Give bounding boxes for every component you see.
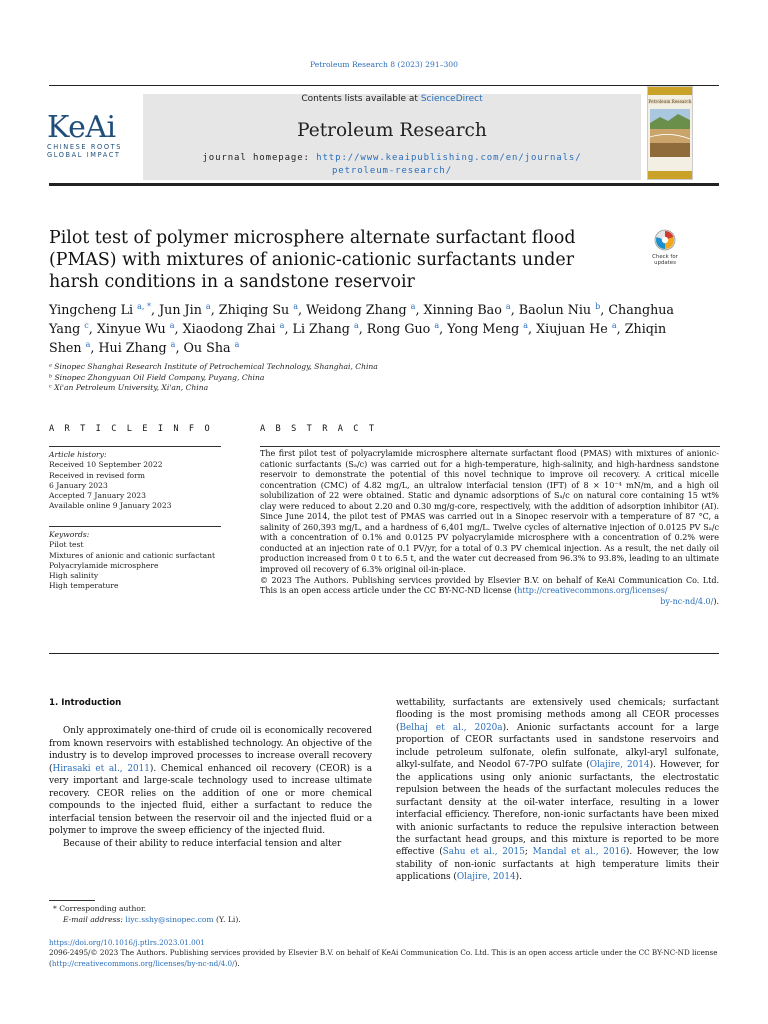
author[interactable] — [293, 321, 359, 336]
history-item: Received in revised form — [49, 470, 145, 480]
author[interactable] — [536, 321, 617, 336]
article-history — [49, 450, 171, 512]
intro-paragraph-1 — [49, 725, 372, 837]
intro-text: ). Chemical enhanced oil recovery (CEOR) is a very important and large-scale technology used to increase ultimate recovery. CEOR relies on the addition of one or more chemical compounds to the injected fluid, either a surfactant to reduce the interfacial tension between the reservoir oil and the injected fluid or a polymer to improve the sweep efficiency of the injected fluid. — [49, 763, 372, 837]
email-label: E-mail address: — [63, 914, 126, 924]
author[interactable] — [519, 302, 600, 317]
logo-tagline-1: CHINESE ROOTS — [47, 143, 123, 151]
contents-prefix: Contents lists available at — [301, 94, 421, 104]
author[interactable] — [367, 321, 439, 336]
article-info-heading: A R T I C L E I N F O — [49, 424, 213, 434]
intro-text: ). — [515, 872, 522, 883]
keywords-label: Keywords: — [49, 530, 90, 539]
author-name: Zhiqing Su — [218, 302, 290, 317]
journal-homepage — [143, 152, 641, 178]
intro-heading: 1. Introduction — [49, 698, 122, 708]
header-bottom-rule — [49, 183, 719, 186]
doi-link[interactable]: https://doi.org/10.1016/j.ptlrs.2023.01.001 — [49, 938, 205, 947]
footer-license-link[interactable]: http://creativecommons.org/licenses/by-nc-nd/4.0/ — [51, 958, 235, 968]
author-name: Li Zhang — [292, 321, 350, 336]
license-close: ). — [713, 596, 719, 606]
keyword-item: Pilot test — [49, 540, 84, 550]
page-footer — [49, 938, 729, 969]
author[interactable] — [49, 302, 151, 317]
abstract-body: The first pilot test of polyacrylamide microsphere alternate surfactant flood (PMAS) with mixtures of anionic-cationic surfactants (Sₐ/c) was carried out for a high-temperature, high-salinity, and high-hardness sandstone reservoir to demonstrate the potential of this novel technique to improve oil recovery. A critical micelle concentration (CMC) of 4.82 mg/L, an ultralow interfacial tension (IFT) of 8 × 10⁻⁴ mN/m, and a high oil solubilization of 22 were obtained. Static and dynamic adsorptions of Sₐ/c on natural core containing 15 wt% clay were reduced to about 2.20 and 0.30 mg/g-core, respectively, with the addition of adsorption inhibitor (AI). Since June 2014, the pilot test of PMAS was carried out in a Sinopec reservoir with a temperature of 87 °C, a salinity of 260,393 mg/L, and a hardness of 6,401 mg/L. Twelve cycles of alternative injection of 0.0125 PV Sₐ/c with a concentration of 0.1% and 0.0125 PV polyacrylamide microsphere with a concentration of 0.2% were conducted at an injection rate of 0.1 PV/yr, for a total of 0.3 PV chemical injection. As a result, the net daily oil production increased from 0 t to 6.5 t, and the water cut decreased from 96.3% to 93.8%, leading to an ultimate improved oil recovery of 6.3% original oil-in-place. — [260, 449, 719, 575]
journal-header-box — [143, 94, 641, 180]
cover-title: Petroleum Research — [648, 99, 692, 104]
author-affiliation-mark[interactable]: a — [505, 301, 511, 311]
footnote-rule — [49, 900, 95, 901]
author-name: Yingcheng Li — [49, 302, 134, 317]
author-affiliation-mark[interactable]: c — [84, 320, 89, 330]
logo-wordmark: KeAi — [47, 110, 116, 145]
abstract-rule — [260, 446, 720, 447]
crossmark-badge[interactable] — [645, 228, 685, 270]
sciencedirect-link[interactable]: ScienceDirect — [420, 94, 483, 104]
journal-name: Petroleum Research — [297, 120, 487, 141]
history-item: Accepted 7 January 2023 — [49, 491, 146, 501]
article-info-rule — [49, 446, 221, 447]
author[interactable] — [306, 302, 415, 317]
author[interactable] — [98, 340, 175, 355]
abstract-copyright — [260, 576, 719, 597]
corresponding-label: * Corresponding author. — [53, 904, 147, 913]
crossmark-icon — [645, 228, 685, 270]
ref-separator: ; — [524, 847, 533, 858]
email-link[interactable]: liyc.sshy@sinopec.com — [125, 914, 214, 924]
ref-mandal[interactable]: Mandal et al., 2016 — [532, 847, 626, 858]
keyword-item: High salinity — [49, 571, 99, 581]
intro-text: ). However, for the applications using only anionic surfactants, the electrostatic repulsion between the heads of the surfactant molecules reduces the surfactant density at the oil-water interface, resulting in a lower interfacial efficiency. Therefore, non-ionic surfactants have been mixed with anionic surfactants to reduce the repulsive interaction between the surfactant head groups, and this mixture is reported to be more effective ( — [396, 760, 719, 858]
homepage-prefix: journal homepage: — [202, 153, 317, 163]
history-item: Available online 9 January 2023 — [49, 501, 172, 511]
author-name: Xinning Bao — [423, 302, 502, 317]
author-name: Zhiqin Shen — [49, 321, 667, 355]
author-name: Rong Guo — [366, 321, 431, 336]
author[interactable] — [219, 302, 298, 317]
author-affiliation-mark[interactable]: a — [611, 320, 617, 330]
history-item: 6 January 2023 — [49, 480, 108, 490]
front-matter-rule — [49, 653, 719, 654]
author-affiliation-mark[interactable]: a — [293, 301, 299, 311]
history-label: Article history: — [49, 450, 107, 459]
author-affiliation-mark[interactable]: a, * — [137, 301, 152, 311]
footer-license-close: ). — [234, 958, 240, 968]
affiliation-a: ᵃ Sinopec Shanghai Research Institute of Petrochemical Technology, Shanghai, China — [49, 362, 378, 371]
license-link-2[interactable]: by-nc-nd/4.0/ — [660, 596, 714, 606]
ref-olajire-2[interactable]: Olajire, 2014 — [456, 872, 516, 883]
intro-paragraph-2: Because of their ability to reduce interfacial tension and alter — [63, 838, 342, 849]
crossmark-label-1: Check for — [652, 254, 678, 260]
keywords-rule — [49, 526, 221, 527]
intro-text: ). Anionic surfactants account for a large proportion of CEOR surfactants used in sandstone reservoirs and include petroleum sulfonate, olefin sulfonate, alkyl-aryl sulfonate, alkyl-sulfate, and Neodol 67-7PO sulfate ( — [396, 722, 719, 771]
author-name: Hui Zhang — [98, 340, 167, 355]
header-top-rule — [49, 85, 719, 86]
author-name: Ou Sha — [183, 340, 231, 355]
article-title: Pilot test of polymer microsphere alternate surfactant flood (PMAS) with mixtures of anionic-cationic surfactants under harsh conditions in a sandstone reservoir — [49, 228, 576, 292]
author-name: Baolun Niu — [518, 302, 592, 317]
author-affiliation-mark[interactable]: b — [595, 301, 601, 311]
author[interactable] — [184, 340, 240, 355]
author[interactable] — [97, 321, 175, 336]
intro-text: ). However, the low stability of non-ionic surfactants at high temperature limits their applications ( — [396, 847, 719, 883]
author[interactable] — [183, 321, 285, 336]
footer-license-text: 2096-2495/© 2023 The Authors. Publishing services provided by Elsevier B.V. on behalf of KeAi Communication Co. Ltd. This is an open access article under the CC BY-NC-ND license ( — [49, 948, 718, 968]
author-affiliation-mark[interactable]: a — [234, 339, 240, 349]
author-affiliation-mark[interactable]: a — [169, 320, 175, 330]
affiliation-c: ᶜ Xi'an Petroleum University, Xi'an, China — [49, 383, 209, 393]
author-affiliation-mark[interactable]: a — [205, 301, 211, 311]
abstract-text — [260, 449, 719, 607]
author-affiliation-mark[interactable]: a — [353, 320, 359, 330]
intro-column-right — [396, 697, 719, 884]
journal-cover-image[interactable] — [647, 86, 693, 180]
ref-olajire[interactable]: Olajire, 2014 — [589, 760, 650, 771]
ref-hirasaki[interactable]: Hirasaki et al., 2011 — [52, 763, 150, 774]
author-name: Yong Meng — [447, 321, 520, 336]
keyword-item: Mixtures of anionic and cationic surfactant — [49, 550, 216, 560]
author-affiliation-mark[interactable]: a — [170, 339, 176, 349]
keai-logo — [47, 110, 137, 159]
author-name: Xiaodong Zhai — [182, 321, 276, 336]
author-name: Weidong Zhang — [306, 302, 407, 317]
ref-belhaj[interactable]: Belhaj et al., 2020a — [399, 722, 503, 733]
author[interactable] — [159, 302, 211, 317]
author-affiliation-mark[interactable]: a — [434, 320, 440, 330]
cover-art — [648, 87, 692, 179]
email-line — [53, 915, 241, 926]
author-affiliation-mark[interactable]: a — [523, 320, 529, 330]
homepage-link-line1[interactable]: http://www.keaipublishing.com/en/journals/ — [316, 153, 582, 163]
copyright-text: © 2023 The Authors. Publishing services provided by Elsevier B.V. on behalf of KeAi Communication Co. Ltd. This is an open access article under the CC BY-NC-ND license ( — [260, 575, 719, 596]
author-list: Yingcheng Li $^{a, *}$, Jun Jin $^a$, Zhiqing Su $^a$, Weidong Zhang $^a$, Xinning Bao $^a$, Baolun Niu $^b$, Changhua Yang $^c$, Xinyue Wu $^a$, Xiaodong Zhai $^a$, Li Zhang $^a$, Rong Guo $^a$, Yong Meng $^a$, Xiujuan He $^a$, Zhiqin Shen $^a$, Hui Zhang $^a$, Ou Sha $^a$ — [49, 301, 674, 355]
ref-sahu[interactable]: Sahu et al., 2015 — [442, 847, 525, 858]
author-name: Jun Jin — [159, 302, 202, 317]
author-name: Changhua Yang — [49, 302, 674, 336]
contents-line — [143, 94, 641, 104]
email-suffix: (Y. Li). — [213, 914, 241, 924]
keyword-item: Polyacrylamide microsphere — [49, 560, 159, 570]
author-name: Xiujuan He — [536, 321, 608, 336]
intro-column-left — [49, 697, 372, 850]
intro-text: Only approximately one-third of crude oil is economically recovered from known reservoirs with established technology. An objective of the industry is to develop improved processes to increase overall recovery ( — [49, 726, 372, 774]
author-affiliation-mark[interactable]: a — [85, 339, 91, 349]
author[interactable] — [424, 302, 511, 317]
keyword-item: High temperature — [49, 581, 119, 591]
crossmark-label-2: updates — [654, 260, 676, 266]
author-name: Xinyue Wu — [96, 321, 166, 336]
history-item: Received 10 September 2022 — [49, 460, 163, 470]
intro-text: wettability, surfactants are extensively used chemicals; surfactant flooding is the most promising methods among all CEOR processes ( — [396, 698, 719, 733]
license-line-2 — [260, 597, 719, 608]
affiliations — [49, 362, 378, 394]
author[interactable] — [447, 321, 528, 336]
license-link-1[interactable]: http://creativecommons.org/licenses/ — [517, 586, 668, 596]
homepage-link-line2[interactable]: petroleum-research/ — [331, 166, 453, 176]
journal-citation[interactable]: Petroleum Research 8 (2023) 291–300 — [310, 60, 458, 69]
author-affiliation-mark[interactable]: a — [410, 301, 416, 311]
logo-tagline-2: GLOBAL IMPACT — [47, 151, 121, 159]
abstract-heading: A B S T R A C T — [260, 424, 377, 434]
keywords — [49, 530, 215, 592]
corresponding-author-footnote — [53, 904, 241, 925]
affiliation-b: ᵇ Sinopec Zhongyuan Oil Field Company, Puyang, China — [49, 372, 265, 382]
author-affiliation-mark[interactable]: a — [279, 320, 285, 330]
